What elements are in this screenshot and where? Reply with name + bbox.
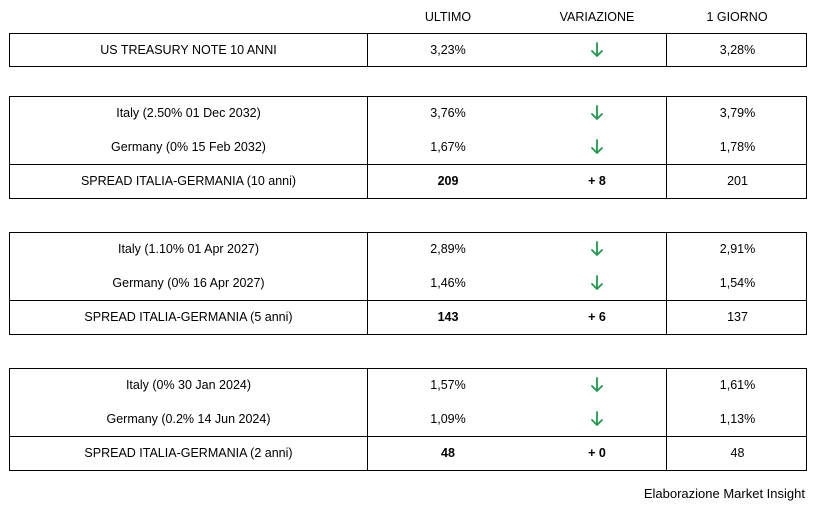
variation-cell <box>528 96 666 130</box>
bond-label: Italy (0% 30 Jan 2024) <box>125 378 252 392</box>
spread-variation: + 8 <box>588 174 606 188</box>
spread-one-day: 48 <box>730 446 745 460</box>
last-value: 1,09% <box>430 412 466 426</box>
arrow-down-icon <box>590 411 604 427</box>
last-value: 1,46% <box>430 276 466 290</box>
variation-cell <box>528 368 666 402</box>
one-day-value: 1,78% <box>719 140 756 154</box>
spread-last: 48 <box>441 446 455 460</box>
spread-label: SPREAD ITALIA-GERMANIA (2 anni) <box>84 446 293 460</box>
header-one-day: 1 GIORNO <box>706 10 768 24</box>
bond-label: Germany (0% 16 Apr 2027) <box>112 276 265 290</box>
bond-block-5y <box>9 232 807 335</box>
spread-one-day: 137 <box>727 310 748 324</box>
table-row <box>9 402 807 436</box>
last-value: 3,23% <box>430 43 466 57</box>
arrow-down-icon <box>590 105 604 121</box>
one-day-value: 1,13% <box>719 412 756 426</box>
last-value: 1,67% <box>430 140 466 154</box>
variation-cell <box>528 402 666 436</box>
bond-label: Germany (0.2% 14 Jun 2024) <box>106 412 271 426</box>
arrow-down-icon <box>590 139 604 155</box>
one-day-value: 1,54% <box>719 276 756 290</box>
spread-variation: + 0 <box>588 446 606 460</box>
spread-last: 209 <box>437 174 459 188</box>
spread-row <box>9 436 807 470</box>
last-value: 2,89% <box>430 242 466 256</box>
spread-one-day: 201 <box>727 174 748 188</box>
spread-label: SPREAD ITALIA-GERMANIA (5 anni) <box>84 310 293 324</box>
table-row <box>9 368 807 402</box>
one-day-value: 2,91% <box>719 242 756 256</box>
last-value: 1,57% <box>430 378 466 392</box>
us-treasury-block <box>9 33 807 67</box>
arrow-down-icon <box>590 42 604 58</box>
bond-block-10y <box>9 96 807 199</box>
spread-last: 143 <box>437 310 459 324</box>
header-last: ULTIMO <box>424 10 472 24</box>
variation-cell <box>528 33 666 67</box>
one-day-value: 3,28% <box>719 43 756 57</box>
one-day-value: 1,61% <box>719 378 756 392</box>
one-day-value: 3,79% <box>719 106 756 120</box>
arrow-down-icon <box>590 377 604 393</box>
bond-label: Germany (0% 15 Feb 2032) <box>111 140 266 154</box>
bond-label: Italy (2.50% 01 Dec 2032) <box>116 106 261 120</box>
arrow-down-icon <box>590 241 604 257</box>
variation-cell <box>528 130 666 164</box>
table-row <box>9 130 807 164</box>
bond-label: US TREASURY NOTE 10 ANNI <box>100 43 277 57</box>
table-row <box>9 266 807 300</box>
spread-row <box>9 300 807 334</box>
table-row <box>9 96 807 130</box>
spread-row <box>9 164 807 198</box>
spread-variation: + 6 <box>588 310 606 324</box>
variation-cell <box>528 232 666 266</box>
bond-block-2y <box>9 368 807 471</box>
last-value: 3,76% <box>430 106 466 120</box>
spread-label: SPREAD ITALIA-GERMANIA (10 anni) <box>80 174 297 188</box>
variation-cell <box>528 266 666 300</box>
header-variation: VARIAZIONE <box>559 10 635 24</box>
table-row <box>9 33 807 67</box>
arrow-down-icon <box>590 275 604 291</box>
bond-label: Italy (1.10% 01 Apr 2027) <box>117 242 260 256</box>
source-credit: Elaborazione Market Insight <box>643 486 805 501</box>
table-row <box>9 232 807 266</box>
